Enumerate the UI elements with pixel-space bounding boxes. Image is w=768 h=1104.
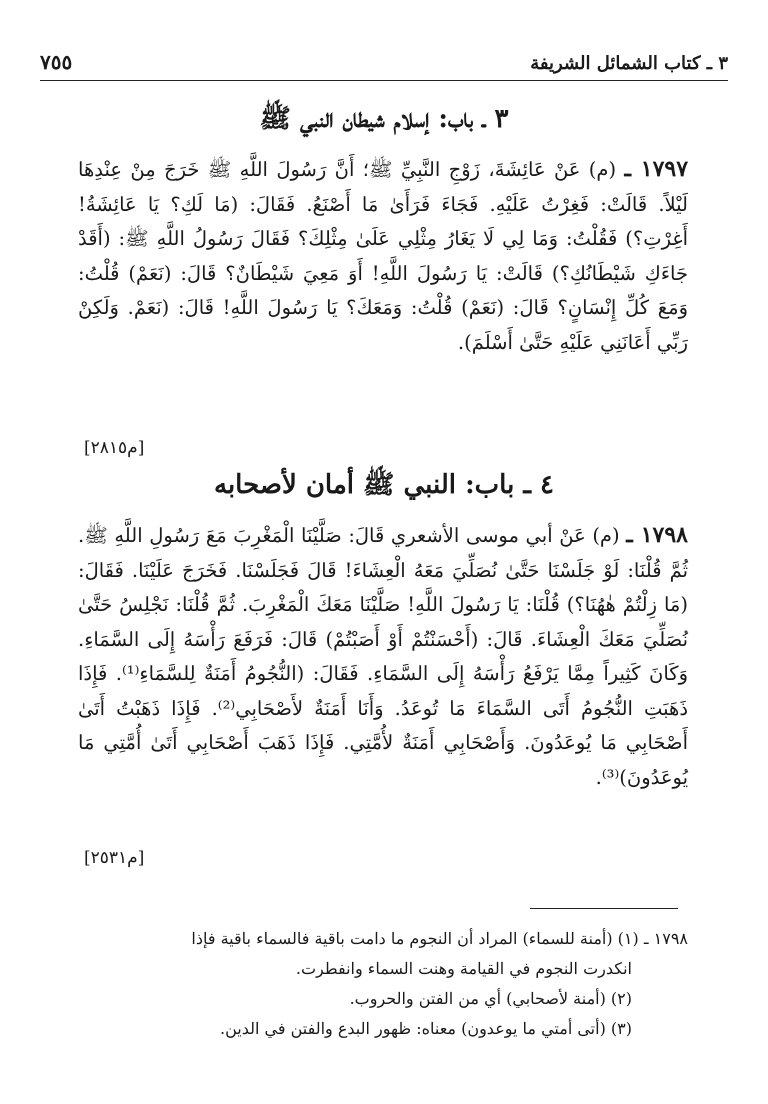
footnote-1-line2: انكدرت النجوم في القيامة وهنت السماء وانفطرت. bbox=[295, 959, 632, 978]
footnote-1-line1: (١) (أمنة للسماء) المراد أن النجوم ما دامت باقية فالسماء باقية فإذا bbox=[191, 929, 639, 948]
footnote-3: (٣) (أتى أمتي ما يوعدون) معناه: ظهور البدع والفتن في الدين. bbox=[220, 1019, 632, 1038]
hadith-reference: [م٢٥٣١] bbox=[84, 848, 145, 868]
hadith-reference: [م٢٨١٥] bbox=[84, 438, 145, 458]
footnotes bbox=[70, 924, 688, 1044]
running-title: ٣ ـ كتاب الشمائل الشريفة bbox=[530, 53, 728, 74]
footnote-lead: ١٧٩٨ ـ bbox=[643, 929, 688, 948]
hadith-number: ١٧٩٧ ـ bbox=[624, 156, 689, 182]
footnote-2: (٢) (أمنة لأصحابي) أي من الفتن والحروب. bbox=[349, 989, 632, 1008]
footnote-1 bbox=[70, 924, 688, 984]
page-header bbox=[40, 36, 728, 81]
hadith-number: ١٧٩٨ ـ bbox=[626, 522, 688, 548]
hadith-1797 bbox=[78, 152, 688, 472]
page-number: ٧٥٥ bbox=[40, 50, 73, 74]
chapter-heading-3: ٣ ـ باب: إسلام شيطان النبي ﷺ bbox=[259, 104, 509, 134]
hadith-text: (م) عَنْ أبي موسى الأشعري قَالَ: صَلَّيْنَا الْمَغْرِبَ مَعَ رَسُولِ اللَّهِ ﷺ. ثُمَّ قُلْنَا: لَوْ جَلَسْنَا حَتَّىٰ نُصَلِّيَ مَعَهُ الْعِشَاءَ! قَالَ فَجَلَسْنَا. فَخَرَجَ عَلَيْنَا. فَقَالَ: (مَا زِلْتُمْ هٰهُنَا؟) قُلْنَا: يَا رَسُولَ اللَّهِ! صَلَّيْنَا مَعَكَ الْمَغْرِبَ. ثُمَّ قُلْنَا: نَجْلِسُ حَتَّىٰ نُصَلِّيَ مَعَكَ الْعِشَاءَ. قَالَ: (أَحْسَنْتُمْ أَوْ أَصَبْتُمْ) قَالَ: فَرَفَعَ رَأْسَهُ إِلَى السَّمَاءِ. وَكَانَ كَثِيراً مِمَّا يَرْفَعُ رَأْسَهُ إِلَى السَّمَاءِ. فَقَالَ: (النُّجُومُ أَمَنَةٌ لِلسَّمَاءِ⁽¹⁾. فَإِذَا ذَهَبَتِ النُّجُومُ أَتَى السَّمَاءَ مَا تُوعَدُ. وَأَنَا أَمَنَةٌ لأَصْحَابِي⁽²⁾. فَإِذَا ذَهَبْتُ أَتَىٰ أَصْحَابِي مَا يُوعَدُونَ. وَأَصْحَابِي أَمَنَةٌ لأُمَّتِي. فَإِذَا ذَهَبَ أَصْحَابِي أَتَىٰ أُمَّتِي مَا يُوعَدُونَ)⁽³⁾. bbox=[78, 524, 688, 789]
footnote-divider bbox=[530, 908, 678, 909]
chapter-heading-4: ٤ ـ باب: النبي ﷺ أمان لأصحابه bbox=[214, 470, 554, 500]
hadith-text: (م) عَنْ عَائِشَةَ، زَوْجِ النَّبِيِّ ﷺ؛ أَنَّ رَسُولَ اللَّهِ ﷺ خَرَجَ مِنْ عِنْدِهَا لَيْلاً. قَالَتْ: فَغِرْتُ عَلَيْهِ. فَجَاءَ فَرَأَىٰ مَا أَصْنَعُ. فَقَالَ: (مَا لَكِ؟ يَا عَائِشَةُ! أَغِرْتِ؟) فَقُلْتُ: وَمَا لِي لَا يَغَارُ مِثْلِي عَلَىٰ مِثْلِكَ؟ فَقَالَ رَسُولُ اللَّهِ ﷺ: (أَقَدْ جَاءَكِ شَيْطَانُكِ؟) قَالَتْ: يَا رَسُولَ اللَّهِ! أَوَ مَعِيَ شَيْطَانٌ؟ قَالَ: (نَعَمْ) قُلْتُ: وَمَعَ كُلِّ إِنْسَانٍ؟ قَالَ: (نَعَمْ) قُلْتُ: وَمَعَكَ؟ يَا رَسُولَ اللَّهِ! قَالَ: (نَعَمْ. وَلَكِنْ رَبِّي أَعَانَنِي عَلَيْهِ حَتَّىٰ أَسْلَمَ). bbox=[78, 158, 688, 354]
hadith-1798 bbox=[78, 518, 688, 888]
